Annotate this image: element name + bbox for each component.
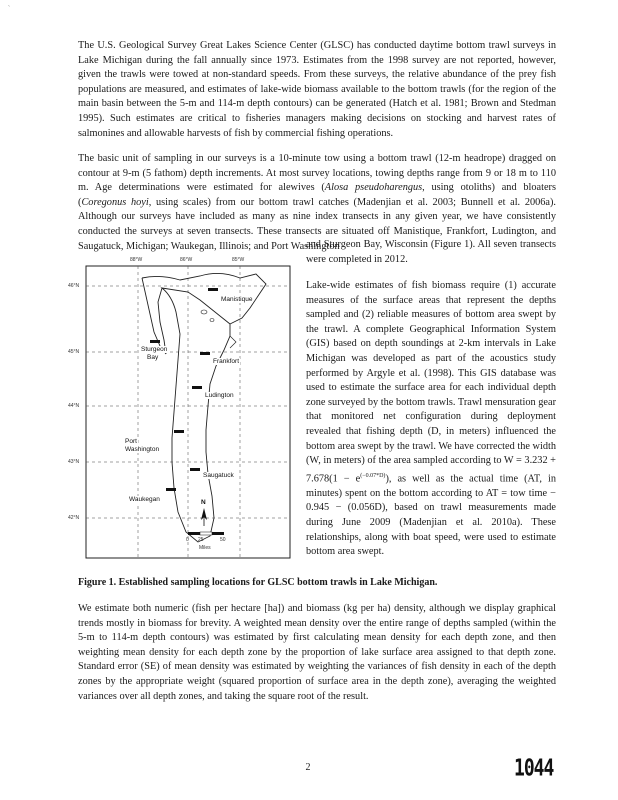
sampling-paragraph-continued: and Sturgeon Bay, Wisconsin (Figure 1). All seven transects were completed in 2012. bbox=[306, 239, 556, 265]
site-label-sturgeon: Sturgeon bbox=[141, 346, 168, 353]
site-label-port: Port bbox=[125, 438, 137, 445]
longitude-label-86w: 86°W bbox=[180, 257, 193, 263]
site-label-frankfort: Frankfort bbox=[213, 358, 240, 365]
biomass-methods-paragraph bbox=[306, 279, 556, 560]
sampling-text-3: , using scales) from our bottom trawl catches (Madenjian et al. 2003; Bunnell et al. 2006a). Although our surveys have included as many as nine index transects in any given year, we have consistently conducted the surveys at seven transects. These transects are situated off Manistique, Frankfort, Ludington, and Saugatuck, Michigan; Waukegan, Illinois; and Port Washington bbox=[78, 196, 556, 252]
latitude-label-46n: 46°N bbox=[68, 283, 80, 289]
scale-tick-25: 25 bbox=[198, 537, 204, 543]
latitude-label-44n: 44°N bbox=[68, 403, 80, 409]
page-stamp: 1044 bbox=[514, 754, 554, 783]
bloater-species-name: Coregonus hoyi bbox=[81, 196, 149, 208]
site-label-ludington: Ludington bbox=[205, 392, 234, 399]
density-methods-paragraph: We estimate both numeric (fish per hectare [ha]) and biomass (kg per ha) density, although we display graphical trends mostly in biomass for brevity. A weighted mean density over the entire range of depths sampled (within the 5-m to 114-m depth contours) was estimated by first calculating mean density for each depth zone, and then weighting mean density for each depth zone by the proportion of lake surface area assigned to that depth zone. Standard error (SE) of mean density was estimated by weighting the variances of fish density in each of the depth zones by the appropriate weight (squared proportion of surface area in the depth zone), averaging the weighted variances over all depth zones, and taking the square root of the result. bbox=[78, 603, 556, 702]
intro-paragraph: The U.S. Geological Survey Great Lakes Science Center (GLSC) has conducted daytime bottom trawl surveys in Lake Michigan during the fall annually since 1973. Estimates from the 1998 survey are not reported, however, given the trawls were towed at non-standard speeds. From these surveys, the relative abundance of the prey fish populations are measured, and estimates of lake-wide biomass available to the bottom trawls (for the region of the main basin between the 5-m and 114-m depth contours) can be generated (Hatch et al. 1981; Brown and Stedman 1995). Such estimates are critical to fisheries managers making decisions on stocking and harvest rates of salmonines and allowable harvests of fish by commercial fishing operations. bbox=[78, 40, 556, 139]
site-label-waukegan: Waukegan bbox=[129, 496, 160, 503]
lake-michigan-map-figure bbox=[68, 256, 298, 568]
site-marker-waukegan bbox=[166, 488, 176, 491]
longitude-label-88w: 88°W bbox=[130, 257, 143, 263]
site-marker-ludington bbox=[192, 386, 202, 389]
latitude-label-45n: 45°N bbox=[68, 349, 80, 355]
sampling-text-1: The basic unit of sampling in our surveys is a 10-minute tow using a bottom trawl (12-m headrope) dragged on contour at 9-m (5 fathom) depth increments. At most survey locations, towing depths range from 9 or 18 m to 110 m. Age determinations were estimated for alewives ( bbox=[78, 153, 556, 194]
sampling-text-2: , using otoliths) and bloaters ( bbox=[78, 182, 556, 208]
alewife-species-name: Alosa pseudoharengus bbox=[324, 182, 423, 194]
scale-tick-50: 50 bbox=[220, 537, 226, 543]
site-label-bay: Bay bbox=[147, 354, 159, 361]
scale-label: Miles bbox=[199, 545, 211, 551]
site-marker-sturgeon-bay bbox=[150, 340, 160, 343]
site-label-saugatuck: Saugatuck bbox=[203, 472, 234, 479]
biomass-text-1: Lake-wide estimates of fish biomass require (1) accurate measures of the surface areas that represent the depths sampled and (2) reliable measures of bottom area swept by the trawl. A complete Geographical Information System (GIS) based on depth soundings at 2-km intervals in Lake Michigan was developed as part of the acoustics study performed by Argyle et al. (1998). This GIS database was used to estimate the surface area for each individual depth zone surveyed by the bottom trawls. Trawl mensuration gear that monitored net configuration during deployment revealed that fishing depth (D, in meters) influenced the bottom area swept by the trawl. We have corrected the width (W, in meters) of the area sampled according to W = 3.232 + 7.678(1 − e bbox=[306, 280, 556, 485]
map-graphic bbox=[80, 256, 298, 568]
scale-tick-0: 0 bbox=[186, 537, 189, 543]
latitude-label-42n: 42°N bbox=[68, 515, 80, 521]
site-label-manistique: Manistique bbox=[221, 296, 253, 303]
page-number: 2 bbox=[305, 762, 311, 773]
scale-bar-segment-2 bbox=[200, 532, 212, 535]
scale-bar-segment-1 bbox=[188, 532, 200, 535]
site-marker-manistique bbox=[208, 288, 218, 291]
site-label-washington: Washington bbox=[125, 446, 160, 453]
biomass-text-2: ), as well as the actual time (AT, in minutes) spent on the bottom according to AT = tow time − 0.945 − (0.056D), based on trawl measurements made during June 2009 (Madenjian et al. 2010a). These relationships, along with boat speed, were used to estimate bottom area swept. bbox=[306, 473, 556, 558]
longitude-label-85w: 85°W bbox=[232, 257, 245, 263]
site-marker-port-washington bbox=[174, 430, 184, 433]
formula-exponent: (−0.07*D) bbox=[360, 472, 386, 479]
north-arrow-label: N bbox=[201, 499, 206, 506]
site-marker-frankfort bbox=[200, 352, 210, 355]
scale-bar-segment-3 bbox=[212, 532, 224, 535]
figure-caption: Figure 1. Established sampling locations for GLSC bottom trawls in Lake Michigan. bbox=[78, 577, 438, 588]
site-marker-saugatuck bbox=[190, 468, 200, 471]
latitude-label-43n: 43°N bbox=[68, 459, 80, 465]
scan-artifact: ` bbox=[8, 6, 10, 12]
